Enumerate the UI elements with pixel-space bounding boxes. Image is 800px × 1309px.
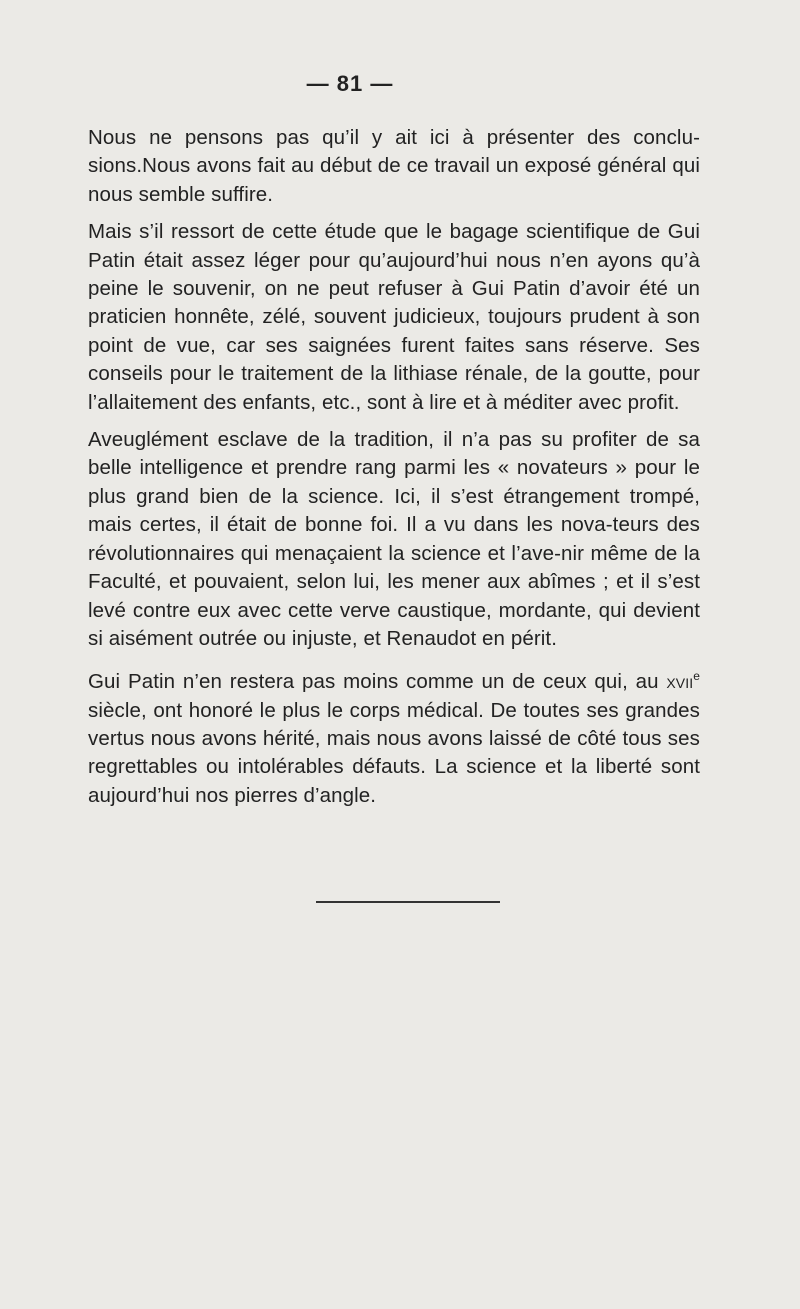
century-suffix: e	[693, 669, 700, 684]
body-text	[88, 124, 700, 810]
century-numeral: xvii	[666, 670, 694, 694]
paragraph-2: Mais s’il ressort de cette étude que le bagage scientifique de Gui Patin était assez léger pour qu’aujourd’hui nous n’en ayons qu’à peine le souvenir, on ne peut refuser à Gui Patin d’avoir été un praticien honnête, zélé, souvent judicieux, toujours prudent à son point de vue, car ses saignées furent faites sans réserve. Ses conseils pour le traitement de la lithiase rénale, de la goutte, pour l’allaitement des enfants, etc., sont à lire et à méditer avec profit.	[88, 220, 700, 414]
end-rule	[316, 901, 500, 903]
paragraph-4-start: Gui Patin n’en restera pas moins comme un de ceux qui, au	[88, 670, 667, 694]
paragraph-3: Aveuglément esclave de la tradition, il n’a pas su profiter de sa belle intelligence et prendre rang parmi les « novateurs » pour le plus grand bien de la science. Ici, il s’est étrangement trompé, mais certes, il était de bonne foi. Il a vu dans les nova-teurs des révolutionnaires qui menaçaient la science et l’ave-nir même de la Faculté, et pouvaient, selon lui, les mener aux abîmes ; et il s’est levé contre eux avec cette verve caustique, mordante, qui devient si aisément outrée ou injuste, et Renaudot en périt.	[88, 428, 700, 650]
paragraph-4	[88, 662, 700, 810]
paragraph-1: Nous ne pensons pas qu’il y ait ici à présenter des conclu-sions.Nous avons fait au début de ce travail un exposé général qui nous semble suffire.	[88, 126, 700, 206]
page-number: — 81 —	[306, 71, 394, 96]
paragraph-4-end: siècle, ont honoré le plus le corps médical. De toutes ses grandes vertus nous avons hérité, mais nous avons laissé de côté tous ses regrettables ou intolérables défauts. La science et la liberté sont aujourd’hui nos pierres d’angle.	[88, 698, 700, 807]
